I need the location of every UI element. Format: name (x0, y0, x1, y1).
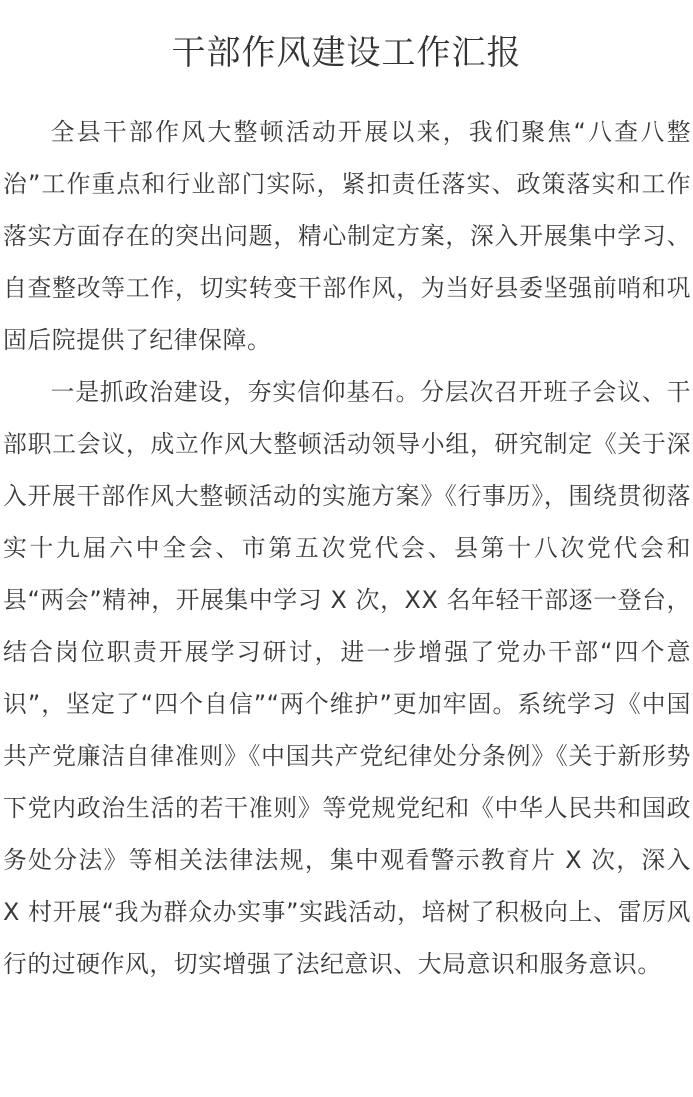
document-body (3, 106, 691, 990)
document-title: 干部作风建设工作汇报 (171, 33, 522, 73)
paragraph-intro: 全县干部作风大整顿活动开展以来，我们聚焦“八查八整治”工作重点和行业部门实际，紧扣责任落实、政策落实和工作落实方面存在的突出问题，精心制定方案，深入开展集中学习、自查整改等工作，切实转变干部作风，为当好县委坚强前哨和巩固后院提供了纪律保障。 (3, 118, 691, 354)
paragraph-political-building: 一是抓政治建设，夯实信仰基石。分层次召开班子会议、干部职工会议，成立作风大整顿活动领导小组，研究制定《关于深入开展干部作风大整顿活动的实施方案》《行事历》，围绕贯彻落实十九届六中全会、市第五次党代会、县第十八次党代会和县“两会”精神，开展集中学习 X 次，XX 名年轻干部逐一登台，结合岗位职责开展学习研讨，进一步增强了党办干部“四个意识”，坚定了“四个自信”“两个维护”更加牢固。系统学习《中国共产党廉洁自律准则》《中国共产党纪律处分条例》《关于新形势下党内政治生活的若干准则》等党规党纪和《中华人民共和国政务处分法》等相关法律法规，集中观看警示教育片 X 次，深入 X 村开展“我为群众办实事”实践活动，培树了积极向上、雷厉风行的过硬作风，切实增强了法纪意识、大局意识和服务意识。 (3, 378, 691, 978)
